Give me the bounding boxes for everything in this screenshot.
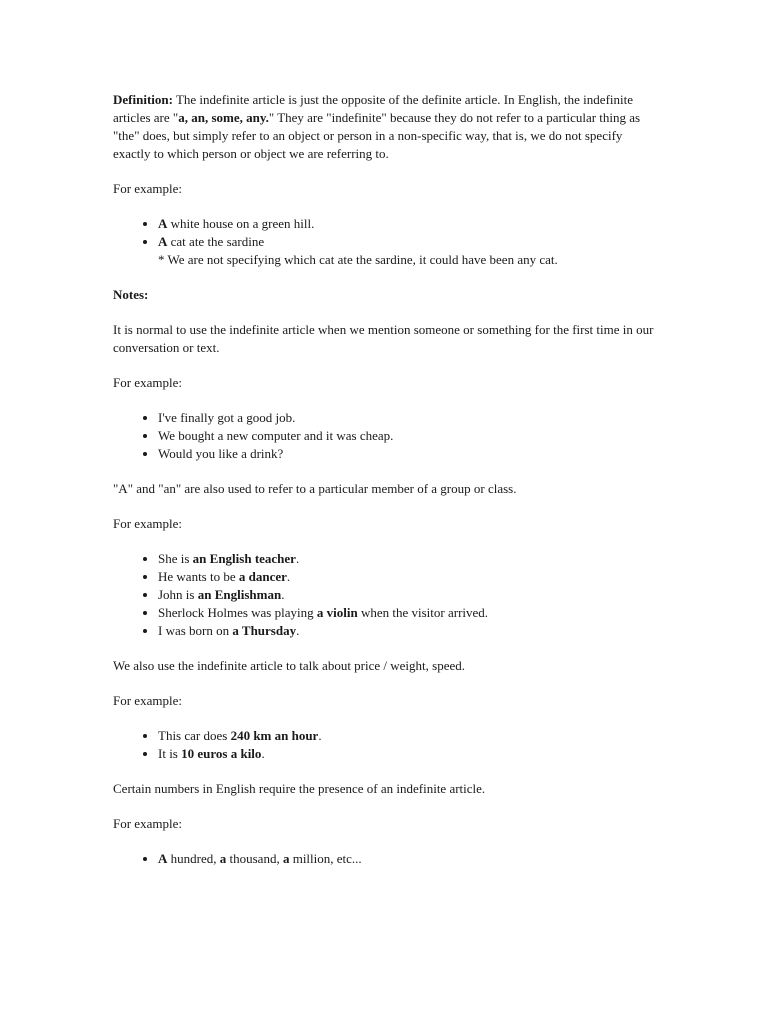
definition-text-2: " They are "indefinite" because they do not refer to a particular thing as "the" does, but simply refer to an object or person in a non-specific way, that is, we do not specify exactly to which person or object we are referring to. [113,110,641,161]
group-paragraph: "A" and "an" are also used to refer to a particular member of a group or class. [113,481,517,496]
example-list-5 [113,850,661,868]
list-item: • Would you like a drink? [158,445,661,463]
list-item: • A cat ate the sardine * We are not specifying which cat ate the sardine, it could have been any cat. [158,233,661,269]
list-item: • We bought a new computer and it was cheap. [158,427,661,445]
list-item: • He wants to be a dancer. [158,568,661,586]
definition-articles: a, an, some, any. [178,110,269,125]
example-list-4 [113,727,661,763]
notes-paragraph: It is normal to use the indefinite article when we mention someone or something for the first time in our conversation or text. [113,322,654,355]
definition-text-1: The indefinite article is just the opposite of the definite article. In English, the indefinite articles are " [113,92,633,125]
notes-heading: Notes: [113,287,149,302]
list-item: • She is an English teacher. [158,550,661,568]
definition-label: Definition: [113,92,173,107]
list-item: • This car does 240 km an hour. [158,727,661,745]
example-list-2 [113,409,661,463]
numbers-paragraph: Certain numbers in English require the presence of an indefinite article. [113,781,486,796]
example-list-1 [113,215,661,269]
for-example-label: For example: [113,516,182,531]
list-item: • Sherlock Holmes was playing a violin when the visitor arrived. [158,604,661,622]
list-item: • John is an Englishman. [158,586,661,604]
for-example-label: For example: [113,181,182,196]
for-example-label: For example: [113,816,182,831]
price-paragraph: We also use the indefinite article to talk about price / weight, speed. [113,658,466,673]
list-item: • I was born on a Thursday. [158,622,661,640]
list-item: • I've finally got a good job. [158,409,661,427]
definition-paragraph [113,91,661,163]
list-item: • A hundred, a thousand, a million, etc... [158,850,661,868]
list-item: • A white house on a green hill. [158,215,661,233]
document-page [113,91,661,885]
for-example-label: For example: [113,693,182,708]
example-list-3 [113,550,661,640]
list-item: • It is 10 euros a kilo. [158,745,661,763]
example-note: * We are not specifying which cat ate the sardine, it could have been any cat. [158,252,558,267]
for-example-label: For example: [113,375,182,390]
